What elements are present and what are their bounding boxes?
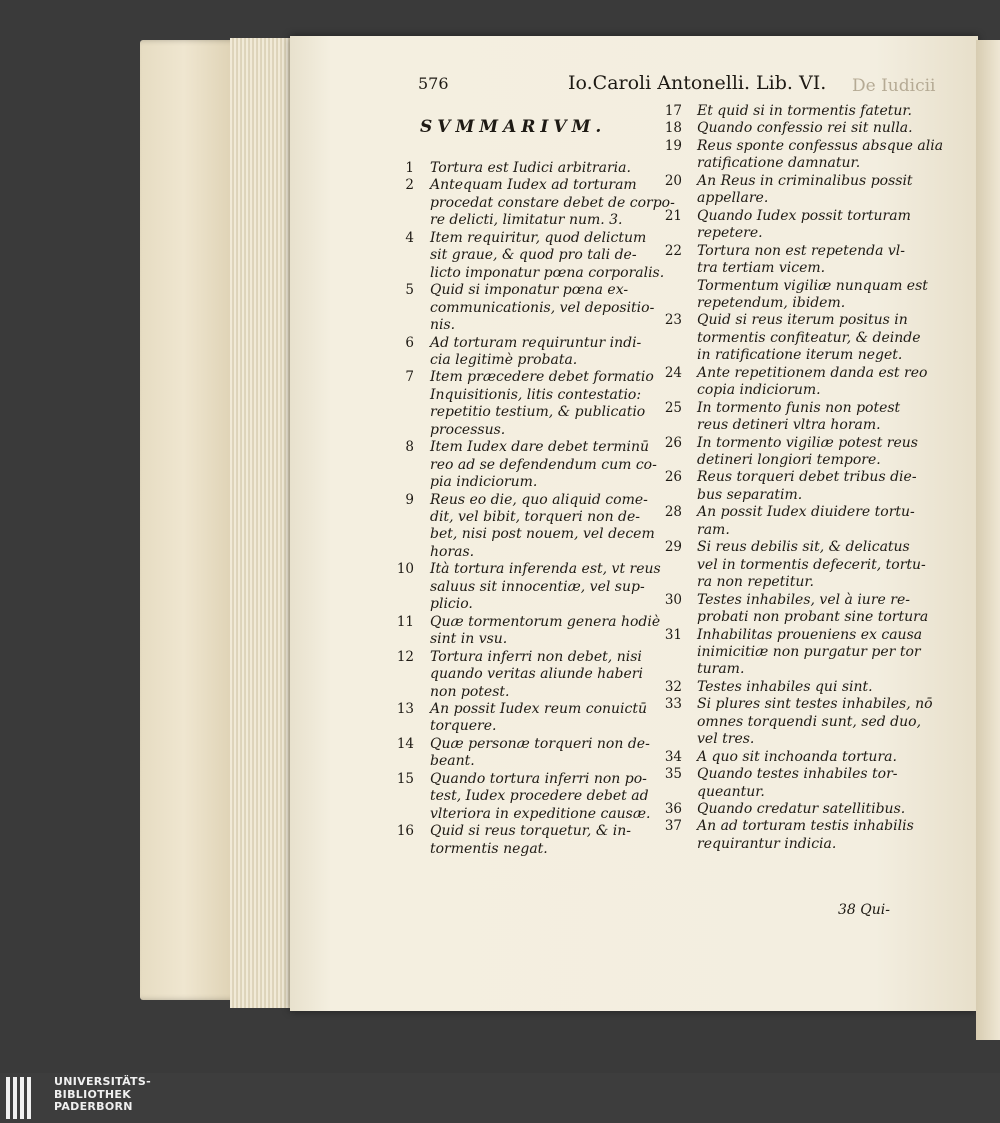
- page-number: 576: [418, 74, 449, 93]
- library-logo-icon: [6, 1077, 48, 1119]
- entry-text-line: cia legitimè probata.: [430, 351, 578, 368]
- entry-number: 1: [405, 160, 414, 176]
- entry-text-line: repetitio testium, & publicatio: [430, 404, 646, 421]
- catchword: 38 Qui-: [838, 902, 890, 918]
- entry-text-line: Si reus debilis sit, & delicatus: [697, 539, 910, 556]
- entry-text-line: Item præcedere debet formatio: [430, 369, 654, 386]
- entry-text-line: Ante repetitionem danda est reo: [697, 364, 928, 381]
- entry-text-line: Quando tortura inferri non po-: [430, 770, 647, 787]
- entry-text-line: communicationis, vel depositio-: [430, 299, 655, 316]
- entry-text-line: repetendum, ibidem.: [697, 294, 846, 311]
- entry-text-line: dit, vel bibit, torqueri non de-: [430, 509, 641, 525]
- entry-text-line: ra non repetitur.: [697, 574, 814, 591]
- entry-text-line: reus detineri vltra horam.: [697, 417, 881, 434]
- entry-text-line: Reus torqueri debet tribus die-: [697, 469, 917, 486]
- entry-text-line: bus separatim.: [697, 486, 803, 503]
- entry-text-line: Quid si reus torquetur, & in-: [430, 823, 631, 840]
- entry-text-line: quando veritas aliunde haberi: [430, 666, 643, 683]
- entry-text-line: vel tres.: [697, 731, 755, 748]
- entry-number: 34: [664, 748, 682, 765]
- entry-text-line: bet, nisi post nouem, vel decem: [430, 526, 655, 543]
- entry-text-line: An Reus in criminalibus possit: [697, 172, 913, 189]
- entry-text-line: In tormento vigiliæ potest reus: [697, 434, 918, 451]
- entry-text-line: vel in tormentis defecerit, tortu-: [697, 556, 926, 573]
- entry-text-line: Et quid si in tormentis fatetur.: [697, 103, 912, 119]
- section-heading: SVMMARIVM.: [420, 117, 607, 137]
- entry-text-line: beant.: [430, 753, 475, 770]
- entry-number: 10: [396, 561, 414, 578]
- entry-number: 14: [396, 735, 414, 752]
- library-logo-text: [54, 1076, 151, 1114]
- entry-number: 15: [396, 770, 414, 787]
- entry-text-line: Tortura non est repetenda vl-: [697, 242, 905, 259]
- logo-line: BIBLIOTHEK: [54, 1087, 132, 1101]
- entry-text-line: repetere.: [697, 225, 763, 242]
- entry-text-line: tormentis confiteatur, & deinde: [697, 329, 921, 346]
- entry-text-line: Ad torturam requiruntur indi-: [430, 334, 642, 351]
- entry-text-line: Tortura est Iudici arbitraria.: [430, 160, 631, 176]
- entry-number: 29: [664, 539, 682, 556]
- entry-number: 23: [664, 312, 682, 329]
- entry-number: 16: [396, 823, 414, 840]
- entry-text-line: copia indiciorum.: [697, 382, 821, 399]
- entry-text-line: Quando credatur satellitibus.: [697, 801, 906, 817]
- entry-text-line: ram.: [697, 521, 730, 538]
- entry-number: 19: [664, 137, 682, 154]
- entry-text-line: non potest.: [430, 683, 510, 700]
- entry-text-line: Quid si reus iterum positus in: [697, 312, 908, 329]
- entry-number: 12: [396, 648, 414, 665]
- entry-text-line: turam.: [697, 661, 745, 678]
- entry-text-line: Tortura inferri non debet, nisi: [430, 648, 642, 665]
- entry-text-line: processus.: [430, 421, 506, 438]
- entry-text-line: Testes inhabiles, vel à iure re-: [697, 591, 910, 608]
- entry-text-line: in ratificatione iterum neget.: [697, 347, 903, 364]
- entry-text-line: re delicti, limitatur num. 3.: [430, 212, 623, 229]
- entry-text-line: Testes inhabiles qui sint.: [697, 678, 873, 695]
- entry-text-line: detineri longiori tempore.: [697, 452, 881, 468]
- entry-number: 33: [664, 696, 682, 713]
- entry-number: 36: [664, 801, 682, 817]
- running-head: Io.Caroli Antonelli. Lib. VI.: [568, 72, 827, 94]
- entry-text-line: Antequam Iudex ad torturam: [430, 177, 637, 194]
- entry-number: 28: [664, 504, 682, 521]
- entry-number: 8: [405, 439, 414, 456]
- entry-number: 6: [405, 334, 414, 351]
- entry-text-line: nis.: [430, 317, 456, 334]
- entry-number: 9: [405, 491, 414, 508]
- entry-number: 7: [405, 369, 414, 386]
- entry-number: 13: [396, 700, 414, 717]
- entry-text-line: omnes torquendi sunt, sed duo,: [697, 713, 922, 730]
- entry-number: 17: [664, 103, 682, 119]
- entry-text-line: probati non probant sine tortura: [697, 609, 929, 626]
- entry-text-line: requirantur indicia.: [697, 835, 837, 852]
- entry-number: 21: [664, 207, 682, 224]
- entry-number: 5: [405, 282, 414, 299]
- entry-text-line: horas.: [430, 543, 475, 560]
- entry-text-line: sit graue, & quod pro tali de-: [430, 247, 637, 264]
- entry-text-line: Inhabilitas proueniens ex causa: [697, 626, 923, 643]
- entry-text-line: Quando Iudex possit torturam: [697, 207, 911, 224]
- entry-number: 20: [664, 172, 682, 189]
- entry-number: 18: [664, 120, 682, 137]
- entry-text-line: pia indiciorum.: [430, 474, 538, 491]
- entry-text-line: Quando testes inhabiles tor-: [697, 766, 898, 783]
- entry-number: 37: [664, 818, 682, 835]
- entry-text-line: appellare.: [697, 190, 769, 207]
- entry-text-line: Tormentum vigiliæ nunquam est: [697, 277, 928, 294]
- entry-text-line: Quando confessio rei sit nulla.: [697, 120, 913, 137]
- facing-page-edge: [976, 40, 1000, 1040]
- facing-page-head: De Iudicii: [852, 76, 936, 96]
- library-footer: [0, 1073, 1000, 1123]
- entry-number: 2: [405, 177, 414, 194]
- entry-text-line: torquere.: [430, 718, 497, 735]
- entry-number: 31: [664, 626, 682, 643]
- entry-text-line: Inquisitionis, litis contestatio:: [430, 386, 642, 403]
- entry-text-line: A quo sit inchoanda tortura.: [697, 748, 897, 765]
- logo-line: PADERBORN: [54, 1100, 133, 1113]
- entry-text-line: Item Iudex dare debet terminū: [430, 439, 650, 456]
- entry-number: 4: [405, 229, 414, 246]
- entry-text-line: vlteriora in expeditione causæ.: [430, 805, 651, 822]
- entry-text-line: tra tertiam vicem.: [697, 260, 826, 277]
- entry-number: 30: [664, 591, 682, 608]
- entry-text-line: saluus sit innocentiæ, vel sup-: [430, 578, 645, 595]
- entry-text-line: Item requiritur, quod delictum: [430, 229, 647, 246]
- entry-text-line: plicio.: [430, 596, 473, 613]
- entry-text-line: Quid si imponatur pœna ex-: [430, 282, 629, 299]
- entry-number: 11: [396, 613, 414, 630]
- entry-number: 22: [664, 242, 682, 259]
- entry-text-line: Reus sponte confessus absque alia: [697, 137, 944, 154]
- entry-text-line: sint in vsu.: [430, 631, 508, 648]
- entry-text-line: tormentis negat.: [430, 840, 548, 857]
- entry-text-line: inimicitiæ non purgatur per tor: [697, 643, 921, 660]
- entry-number: 26: [664, 434, 682, 451]
- entry-text-line: procedat constare debet de corpo-: [430, 194, 675, 211]
- entry-number: 26: [664, 469, 682, 486]
- entry-text-line: An possit Iudex reum conuictū: [430, 700, 648, 717]
- entry-text-line: An possit Iudex diuidere tortu-: [697, 504, 915, 521]
- entry-number: 32: [664, 678, 682, 695]
- logo-line: UNIVERSITÄTS-: [54, 1075, 151, 1088]
- entry-number: 24: [664, 364, 682, 381]
- entry-number: 25: [664, 399, 682, 416]
- entry-text-line: In tormento funis non potest: [697, 399, 901, 416]
- entry-text-line: Quæ tormentorum genera hodiè: [430, 613, 661, 630]
- entry-text-line: ratificatione damnatur.: [697, 155, 861, 172]
- entry-text-line: reo ad se defendendum cum co-: [430, 456, 657, 473]
- entry-text-line: Si plures sint testes inhabiles, nō: [697, 696, 933, 713]
- entry-number: 35: [664, 766, 682, 783]
- entry-text-line: queantur.: [697, 783, 765, 800]
- entry-text-line: Quæ personæ torqueri non de-: [430, 735, 650, 752]
- entry-text-line: licto imponatur pœna corporalis.: [430, 264, 665, 281]
- entry-text-line: An ad torturam testis inhabilis: [697, 818, 914, 835]
- entry-text-line: test, Iudex procedere debet ad: [430, 788, 649, 805]
- entry-text-line: Reus eo die, quo aliquid come-: [430, 491, 648, 508]
- entry-text-line: Ità tortura inferenda est, vt reus: [430, 561, 661, 578]
